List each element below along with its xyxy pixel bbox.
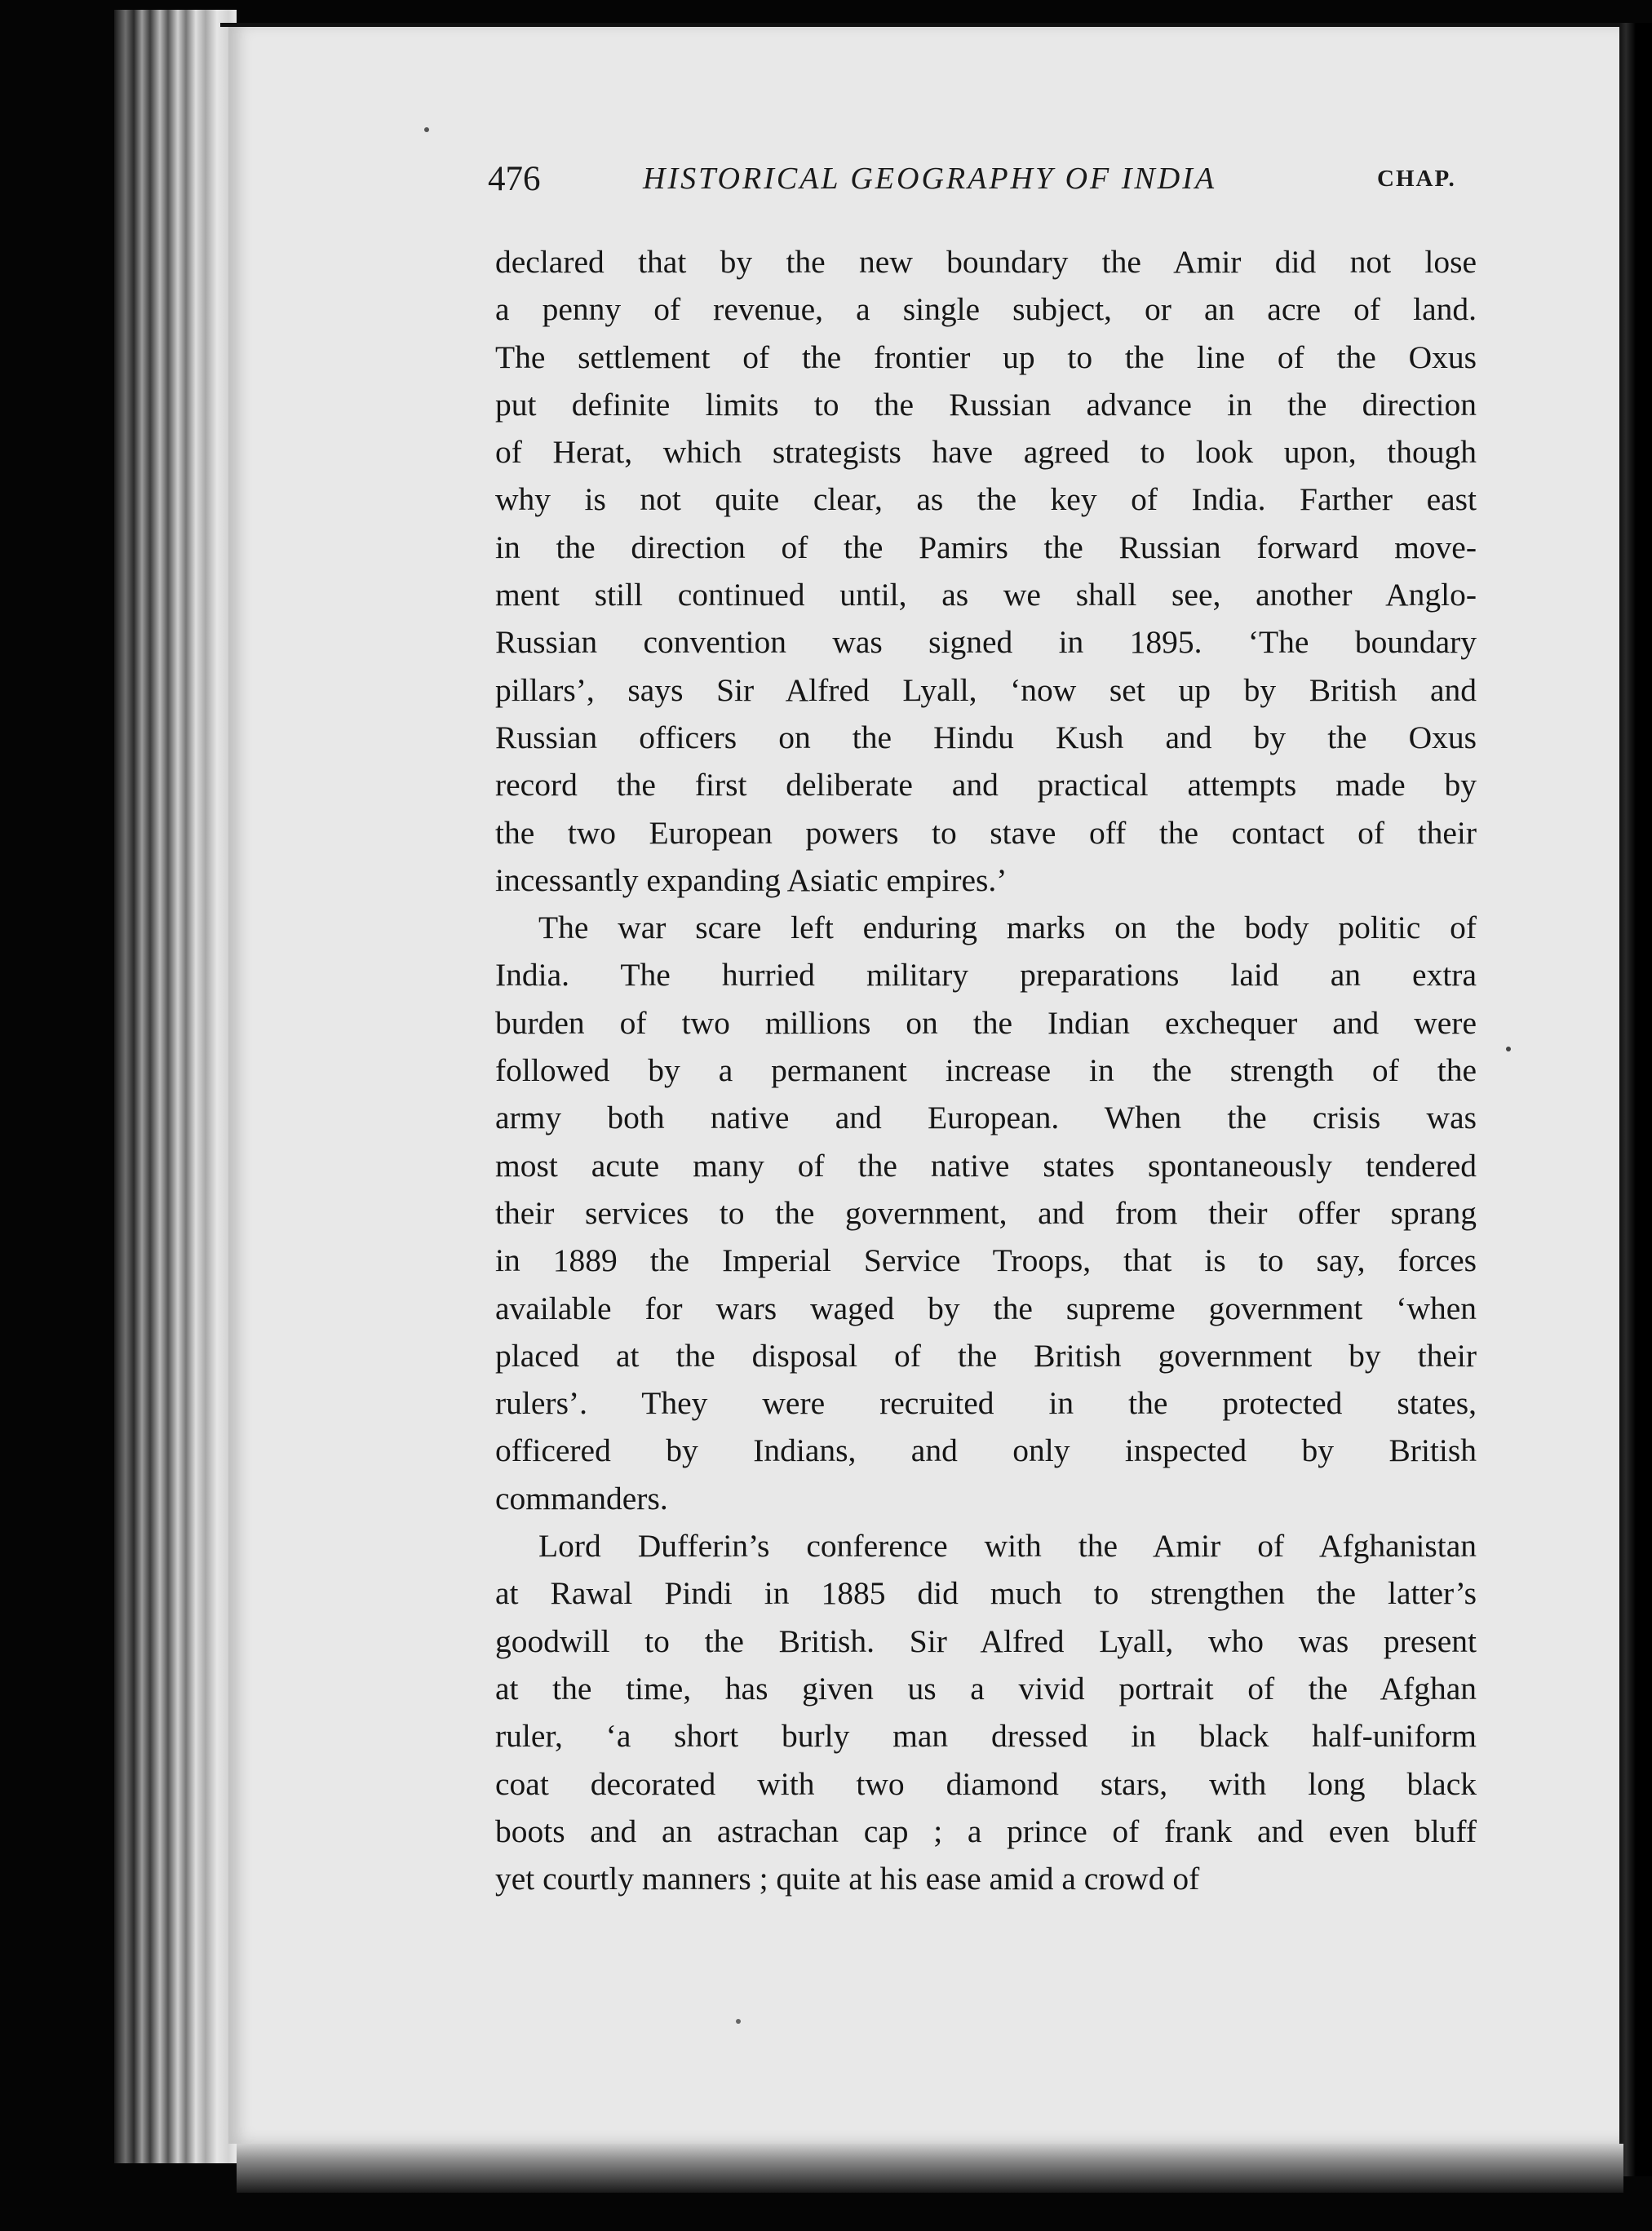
text-line: record the first deliberate and practical attempts made by [495,767,1477,803]
right-page-edge [1619,23,1652,2176]
text-line: the two European powers to stave off the contact of their [495,814,1477,851]
running-head [488,159,1467,208]
text-line: declared that by the new boundary the Amir did not lose [495,244,1477,280]
dust-speck [424,127,429,132]
text-line: The settlement of the frontier up to the line of the Oxus [495,339,1477,375]
text-line: followed by a permanent increase in the strength of the [495,1052,1477,1089]
text-line: Russian convention was signed in 1895. ‘The boundary [495,624,1477,661]
dust-speck [1506,1047,1511,1051]
running-title: HISTORICAL GEOGRAPHY OF INDIA [643,162,1217,196]
text-line: incessantly expanding Asiatic empires.’ [495,861,1008,898]
text-line: pillars’, says Sir Alfred Lyall, ‘now set up by British and [495,671,1477,708]
text-line: of Herat, which strategists have agreed to look upon, though [495,434,1477,471]
text-line: most acute many of the native states spontaneously tendered [495,1147,1477,1184]
text-line: why is not quite clear, as the key of India. Farther east [495,481,1477,518]
text-line: at the time, has given us a vivid portrait of the Afghan [495,1670,1477,1706]
text-line: Russian officers on the Hindu Kush and by the Oxus [495,719,1477,755]
top-page-rule [220,23,1623,27]
text-line: boots and an astrachan cap ; a prince of frank and even bluff [495,1813,1477,1849]
text-line: burden of two millions on the Indian exchequer and were [495,1004,1477,1041]
text-line: in the direction of the Pamirs the Russian forward move- [495,529,1477,565]
text-line: at Rawal Pindi in 1885 did much to strengthen the latter’s [495,1575,1477,1612]
text-line: available for wars waged by the supreme government ‘when [495,1290,1477,1326]
text-line: goodwill to the British. Sir Alfred Lyall, who was present [495,1622,1477,1659]
text-line: rulers’. They were recruited in the protected states, [495,1385,1477,1422]
text-line: commanders. [495,1480,668,1516]
paragraph [495,904,1477,1522]
text-line: officered by Indians, and only inspected by British [495,1432,1477,1469]
text-line: The war scare left enduring marks on the body politic of [538,910,1477,946]
text-line: in 1889 the Imperial Service Troops, that is to say, forces [495,1242,1477,1279]
text-line: placed at the disposal of the British government by their [495,1337,1477,1374]
bottom-page-curl [237,2144,1623,2193]
page-number: 476 [488,160,541,198]
book-page-edges [114,10,237,2163]
text-line: their services to the government, and from their offer sprang [495,1194,1477,1231]
text-line: ruler, ‘a short burly man dressed in black half-uniform [495,1718,1477,1755]
paragraph [495,238,1477,904]
text-line: yet courtly manners ; quite at his ease amid a crowd of [495,1861,1200,1897]
text-line: India. The hurried military preparations laid an extra [495,957,1477,994]
paragraph [495,1522,1477,1902]
text-line: coat decorated with two diamond stars, with long black [495,1765,1477,1802]
chapter-label: CHAP. [1377,166,1456,192]
text-line: put definite limits to the Russian advance in the direction [495,386,1477,423]
dust-speck [736,2019,741,2024]
body-text [495,238,1477,1902]
text-line: ment still continued until, as we shall see, another Anglo- [495,577,1477,613]
text-line: army both native and European. When the crisis was [495,1100,1477,1136]
text-line: Lord Dufferin’s conference with the Amir of Afghanistan [538,1528,1477,1565]
text-line: a penny of revenue, a single subject, or an acre of land. [495,291,1477,328]
